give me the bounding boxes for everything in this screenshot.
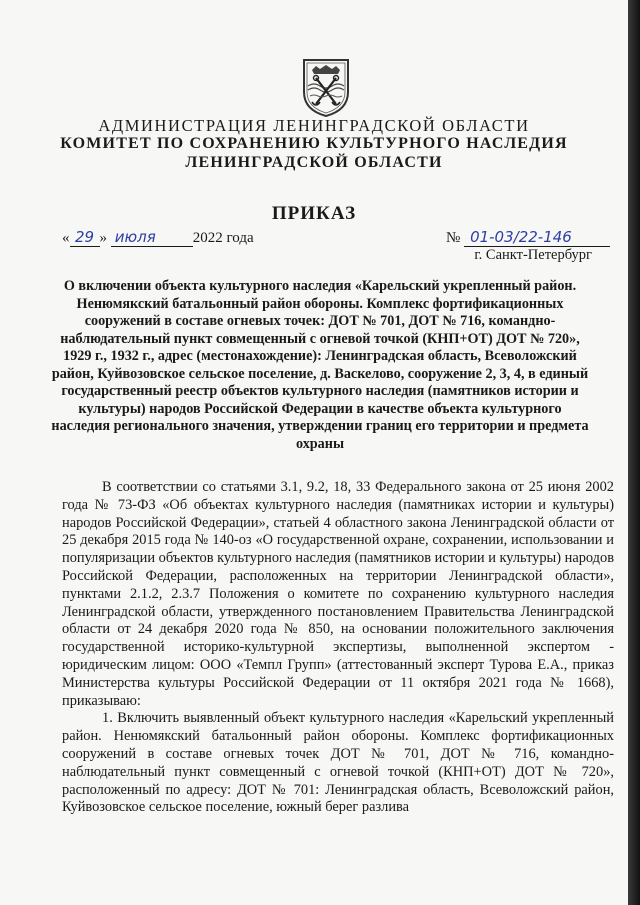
date-year: 2022 года [192,230,254,246]
body-paragraph-2: 1. Включить выявленный объект культурного наследия «Карельский укрепленный район. Ненюмякский батальонный район обороны. Комплекс фортификационных сооружений в составе огневых точек ДОТ № 701, ДОТ № 716, командно-наблюдательный пункт совмещенный с огневой точкой (КНП+ОТ) ДОТ № 720», расположенный по адресу: ДОТ № 701: Ленинградская область, Всеволожский район, Куйвозовское сельское поселение, южный берег разлива [62,710,614,816]
quote-open: « [62,230,70,246]
document-city: г. Санкт-Петербург [474,247,592,263]
document-body [62,479,614,817]
scan-edge-shadow [628,0,640,905]
org-name-line2: КОМИТЕТ ПО СОХРАНЕНИЮ КУЛЬТУРНОГО НАСЛЕДИЯ [60,135,568,152]
org-name-line1: АДМИНИСТРАЦИЯ ЛЕНИНГРАДСКОЙ ОБЛАСТИ [98,116,530,135]
document-number [446,228,610,247]
number-value: 01-03/22-146 [464,228,610,247]
number-sign: № [446,230,461,246]
body-paragraph-1: В соответствии со статьями 3.1, 9.2, 18, 33 Федерального закона от 25 июня 2002 года № 73-ФЗ «Об объектах культурного наследия (памятниках истории и культуры) народов Российской Федерации», статьей 4 областного закона Ленинградской области от 25 декабря 2015 года № 140-оз «О государственной охране, сохранении, использовании и популяризации объектов культурного наследия (памятников истории и культуры) народов Российской Федерации, расположенных на территории Ленинградской области», пунктами 2.1.2, 2.3.7 Положения о комитете по сохранению культурного наследия Ленинградской области, утвержденного постановлением Правительства Ленинградской области от 24 декабря 2020 года № 850, на основании положительного заключения государственной историко-культурной экспертизы, выполненной экспертом - юридическим лицом: ООО «Темпл Групп» (аттестованный эксперт Турова Е.А., приказ Министерства культуры Российской Федерации от 11 октября 2021 года № 1668), приказываю: [62,479,614,709]
coat-of-arms-icon [300,56,352,118]
document-subject: О включении объекта культурного наследия «Карельский укрепленный район. Ненюмякский батальонный район обороны. Комплекс фортификационных сооружений в составе огневых точек: ДОТ № 701, ДОТ № 716, командно-наблюдательный пункт совмещенный с огневой точкой (КНП+ОТ) ДОТ № 720», 1929 г., 1932 г., адрес (местонахождение): Ленинградская область, Всеволожский район, Куйвозовское сельское поселение, д. Васкелово, сооружение 2, 3, 4, в единый государственный реестр объектов культурного наследия (памятников истории и культуры) народов Российской Федерации в качестве объекта культурного наследия регионального значения, утверждении границ его территории и предмета охраны [51,278,589,452]
document-title: ПРИКАЗ [271,203,357,224]
document-date [62,228,254,247]
org-name-line3: ЛЕНИНГРАДСКОЙ ОБЛАСТИ [185,154,443,171]
date-month: июля [111,228,193,247]
quote-close: » [99,230,107,246]
date-day: 29 [70,228,100,247]
